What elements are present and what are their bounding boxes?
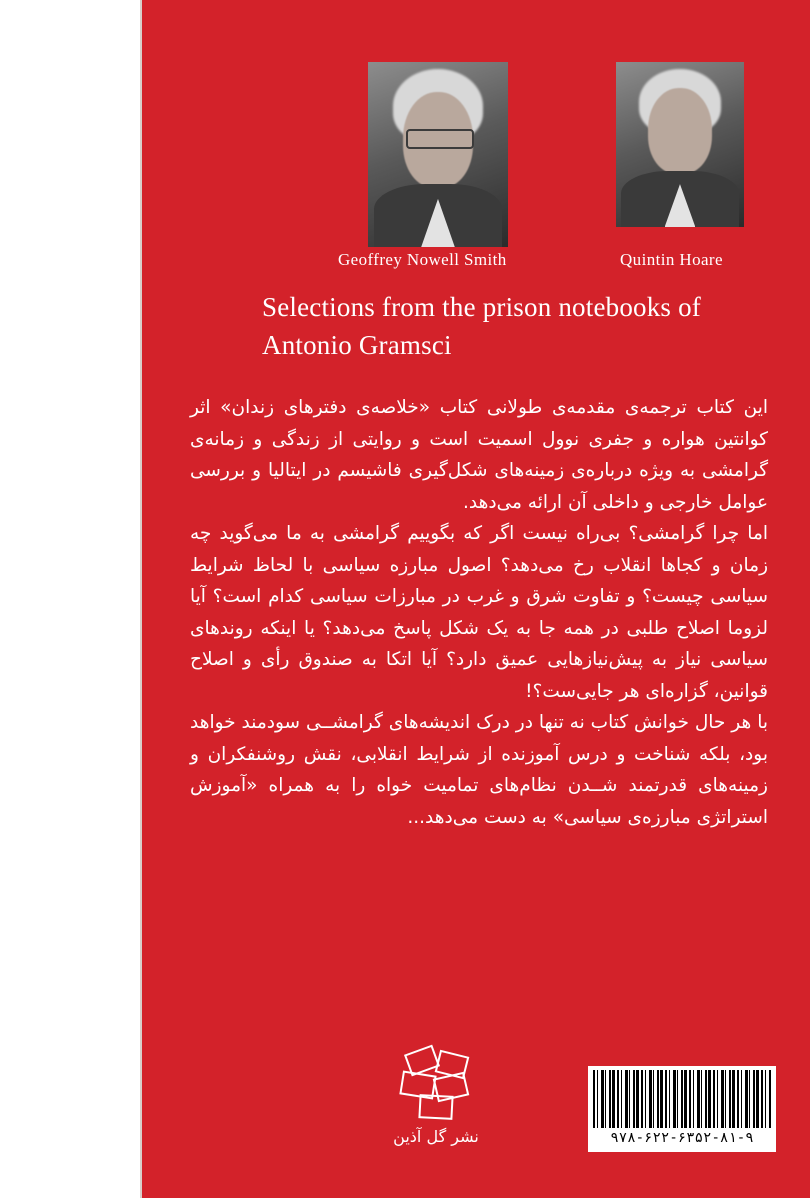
author-name-second: Quintin Hoare <box>620 250 723 269</box>
barcode-block <box>588 1066 776 1152</box>
blurb-paragraph-2: اما چرا گرامشی؟ بی‌راه نیست اگر که بگوییم گرامشی به ما می‌گوید چه زمان و کجاها انقلاب رخ می‌دهد؟ اصول مبارزه سیاسی با لحاظ شرایط سیاسی چیست؟ و تفاوت شرق و غرب در مبارزات سیاسی کدام است؟ آیا لزوما اصلاح طلبی در همه جا به یک شکل پاسخ می‌دهد؟ یا اینکه روندهای سیاسی نیاز به پیش‌نیازهایی عمیق دارد؟ آیا اتکا به صندوق رأی و اصلاح قوانین، گزاره‌ای هر جایی‌ست؟! <box>190 523 768 702</box>
publisher-name: نشر گل آذین <box>393 1127 479 1146</box>
blurb-paragraph-1: این کتاب ترجمه‌ی مقدمه‌ی طولانی کتاب «خلاصه‌ی دفترهای زندان» اثر کوانتین هواره و جفری نوول اسمیت است و روایتی از زندگی و زمانه‌ی گرامشی به ویژه درباره‌ی زمینه‌های شکل‌گیری فاشیسم در ایتالیا و بررسی عوامل خارجی و داخلی آن ارائه می‌دهد. <box>190 397 768 513</box>
ean-13-barcode-icon <box>593 1070 771 1128</box>
english-book-title: Selections from the prison notebooks of Antonio Gramsci <box>262 292 701 360</box>
publisher-block <box>376 1047 496 1146</box>
blurb-paragraph-3: با هر حال خوانش کتاب نه تنها در درک اندیشه‌های گرامشــی سودمند خواهد بود، بلکه شناخت و درس آموزنده از شرایط انقلابی، نقش روشنفکران و زمینه‌های قدرتمند شــدن نظام‌های تمامیت خواه را به همراه «آموزش استراتژی مبارزه‌ی سیاسی» به دست می‌دهد... <box>190 712 768 828</box>
spine-white-strip <box>0 0 142 1198</box>
author-name-first: Geoffrey Nowell Smith <box>338 250 507 269</box>
portrait-photo-quintin-hoare <box>616 62 744 227</box>
stacked-books-logo-icon <box>393 1047 479 1121</box>
persian-blurb <box>190 392 768 833</box>
cover-red-panel <box>142 0 810 1198</box>
isbn-number: ۹۷۸-۶۲۲-۶۳۵۲-۸۱-۹ <box>610 1130 754 1146</box>
author-portraits <box>142 62 810 247</box>
portrait-photo-geoffrey-nowell-smith <box>368 62 508 247</box>
author-names <box>142 250 810 276</box>
